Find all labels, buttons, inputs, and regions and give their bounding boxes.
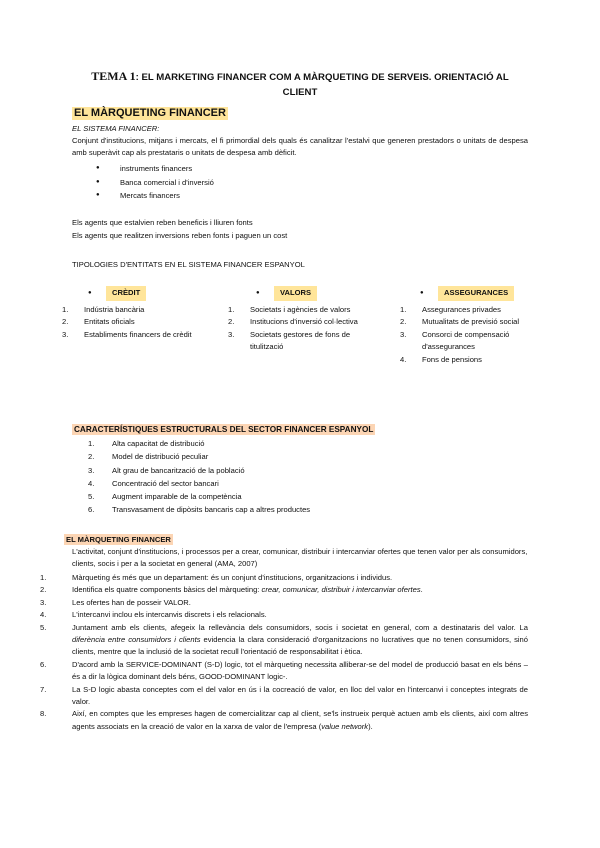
- list-item: 3. Consorci de compensació d'assegurances: [400, 329, 510, 351]
- subheading-sistema: EL SISTEMA FINANCER:: [72, 124, 160, 133]
- list-item: 1. Assegurances privades: [400, 304, 501, 314]
- list-item: 7. La S-D logic abasta conceptes com el del valor en ús i la cocreació de valor, en lloc del valor en l'intercanvi i conceptes integrats de valor.: [40, 684, 528, 707]
- title-rest: : EL MARKETING FINANCER COM A MÀRQUETING DE SERVEIS. ORIENTACIÓ AL: [135, 72, 509, 83]
- caracteristiques-list: [88, 437, 310, 517]
- list-item: 2. Entitats oficials: [62, 317, 135, 326]
- bullet-icon: ●: [256, 290, 260, 296]
- tipologies-heading: TIPOLOGIES D'ENTITATS EN EL SISTEMA FINANCER ESPANYOL: [72, 260, 305, 269]
- list-item: 5. Juntament amb els clients, afegeix la rellevància dels consumidors, socis i societat en general, com a destinataris del valor. La diferència entre consumidors i clients evidencia la clara consideració d'organitzacions no lucratives que no tenen consumidors, sinó clients, mentre que la inclusió de la societat recull l'orientació de responsabilitat i ètica.: [40, 622, 528, 657]
- list-item: ● Mercats financers: [96, 189, 214, 203]
- list-item: 4. L'intercanvi inclou els intercanvis discrets i els relacionals.: [40, 610, 267, 620]
- section-heading-marqueting: EL MÀRQUETING FINANCER: [74, 107, 226, 119]
- bullet-icon: ●: [88, 290, 92, 296]
- instruments-list: [96, 162, 214, 203]
- marqueting-points-list: [40, 572, 528, 733]
- column-valors: [228, 286, 358, 354]
- list-item: 1. Societats i agències de valors: [228, 304, 351, 314]
- section-heading-marqueting-2: EL MÀRQUETING FINANCER: [66, 535, 171, 544]
- list-item: 2. Institucions d'inversió col·lectiva: [228, 317, 358, 326]
- page-title: [70, 69, 530, 100]
- column-credit: [62, 286, 192, 341]
- list-item: 8. Així, en comptes que les empreses hagen de comercialitzar cap al client, se'ls instrueix perquè actuen amb els clients, així com altres agents associats en la creació de valor en la xarxa de valor de l'empresa (value network).: [40, 709, 528, 731]
- agents-line-1: Els agents que estalvien reben beneficis i lliuren fonts: [72, 218, 253, 227]
- ama-definition: L'activitat, conjunt d'institucions, i processos per a crear, comunicar, distribuir i intercanviar ofertes que tenen valor per als consumidors, clients, socis i per a la societat en general (AMA, 2007): [72, 547, 528, 568]
- column-label: ASSEGURANCES: [438, 286, 514, 301]
- list-item: 6. Transvasament de dipòsits bancaris cap a altres productes: [88, 505, 311, 515]
- list-item: 1. Alta capacitat de distribució: [88, 439, 205, 448]
- list-item: 6. D'acord amb la SERVICE-DOMINANT (S-D) logic, tot el màrqueting necessita alliberar-se del model de producció basat en els béns –és a dir la lògica dominant dels béns, GOOD-DOMINANT logic-.: [40, 659, 528, 682]
- column-assegurances: [400, 286, 530, 366]
- agents-line-2: Els agents que realitzen inversions reben fonts i paguen un cost: [72, 231, 288, 240]
- list-item: 4. Concentració del sector bancari: [88, 478, 219, 488]
- list-item: 3. Alt grau de bancarització de la població: [88, 465, 245, 475]
- list-item: ● Banca comercial i d'inversió: [96, 176, 214, 190]
- list-item: 5. Augment imparable de la competència: [88, 492, 242, 502]
- list-item: 3. Establiments financers de crèdit: [62, 329, 192, 339]
- list-item: 3. Les ofertes han de posseir VALOR.: [40, 597, 191, 607]
- list-item: 2. Identifica els quatre components bàsics del màrqueting: crear, comunicar, distribuir i intercanviar ofertes.: [40, 585, 423, 595]
- title-line2: CLIENT: [282, 87, 318, 98]
- list-item: ● instruments financers: [96, 162, 214, 176]
- list-item: 2. Model de distribució peculiar: [88, 452, 209, 462]
- list-item: 2. Mutualitats de previsió social: [400, 317, 520, 326]
- definition-paragraph: Conjunt d'institucions, mitjans i mercats, el fi primordial dels quals és canalitzar l'estalvi que generen prestadors o unitats de despesa amb superàvit cap als prestataris o unitats de despesa amb dèficit.: [72, 136, 528, 157]
- column-label: VALORS: [274, 286, 317, 301]
- column-label: CRÈDIT: [106, 286, 146, 301]
- title-prefix: TEMA 1: [91, 69, 136, 83]
- list-item: 1. Màrqueting és més que un departament: és un conjunt d'institucions, organitzacions i individus.: [40, 573, 393, 582]
- list-item: 4. Fons de pensions: [400, 354, 482, 364]
- list-item: 1. Indústria bancària: [62, 304, 145, 314]
- section-heading-caracteristiques: CARACTERÍSTIQUES ESTRUCTURALS DEL SECTOR FINANCER ESPANYOL: [74, 425, 374, 434]
- bullet-icon: ●: [420, 290, 424, 296]
- list-item: 3. Societats gestores de fons de titulització: [228, 329, 351, 351]
